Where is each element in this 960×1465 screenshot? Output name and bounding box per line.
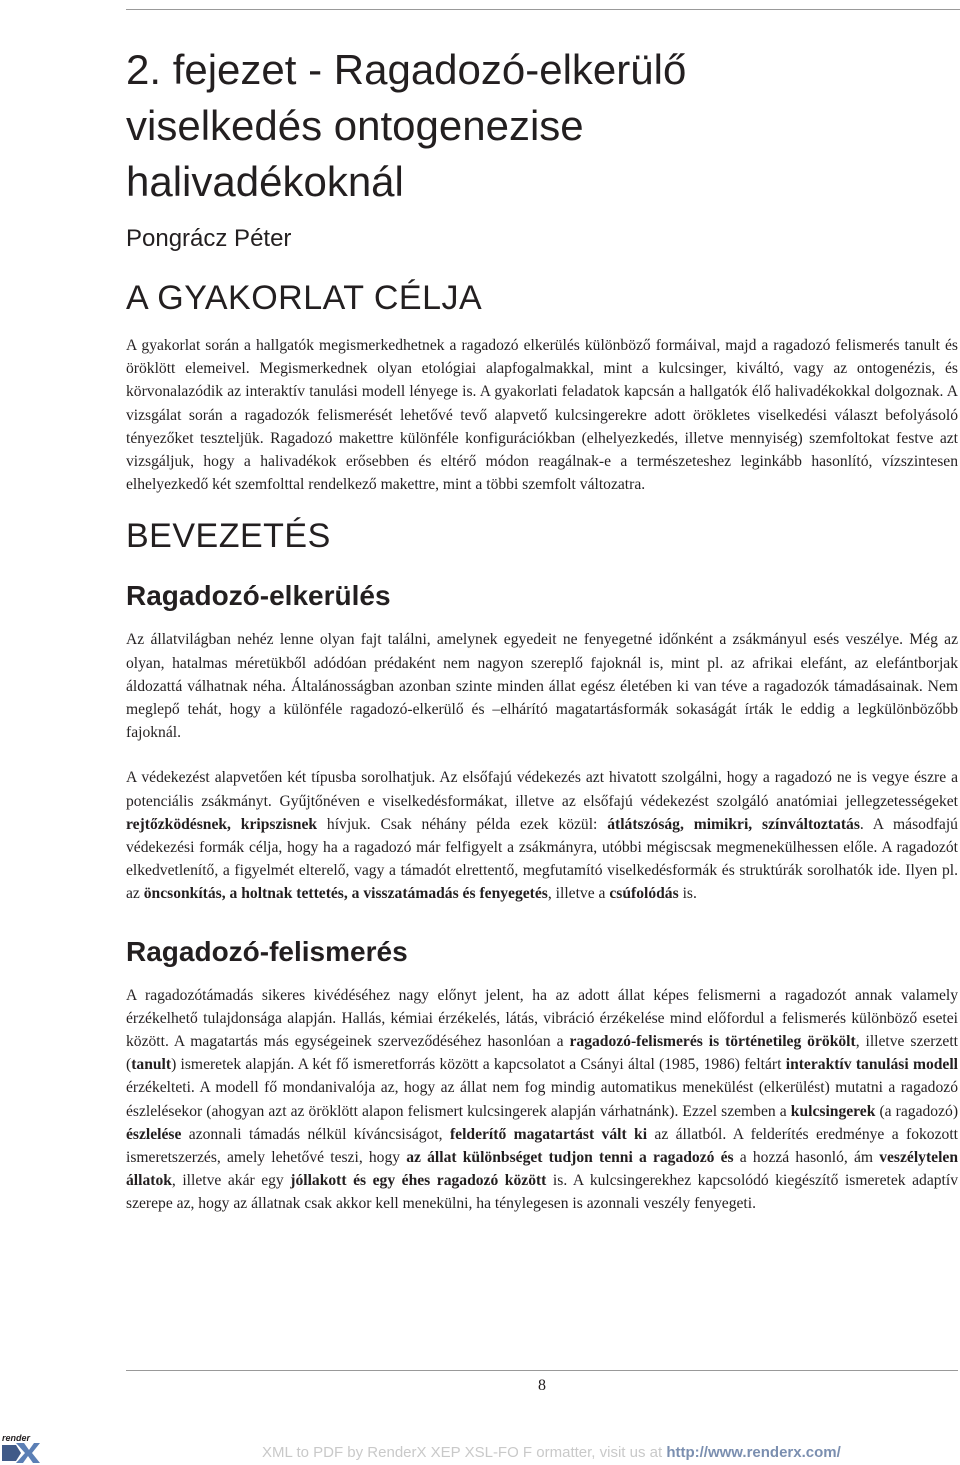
text-run: is. A kulcsingerekhez kapcsolódó kiegészítő ismeretek adaptív szerepe az, hogy az állatnak csak akkor kell menekülni, ha ténylegesen is azonnali veszély fenyegeti. (126, 1172, 959, 1213)
text-run: , illetve szerzett ( (126, 1033, 958, 1074)
chapter-title-line: viselkedés ontogenezise (126, 102, 584, 149)
text-run: az állatból. A felderítés eredménye a fokozott ismeretszerzés, amely lehetővé teszi, hogy (126, 1125, 958, 1167)
text-run: is. (678, 885, 697, 903)
bold-term: rejtőzködésnek, kripszisnek (126, 815, 318, 833)
aim-paragraph: A gyakorlat során a hallgatók megismerkedhetnek a ragadozó elkerülés különböző formáival, majd a ragadozó felismerés tanult és öröklött elemeivel. Megismerkednek olyan etológiai alapfogalmakkal, mint a kulcsinger, kiváltó, vagy az ontogenézis, és körvonalazódik az interaktív tanulási modell lényege is. A gyakorlati feladatok kapcsán a hallgatók élő halivadékokkal dolgoznak. A vizsgálat során a ragadozók felismerését lehetővé tevő alapvető kulcsingerekre adott örökletes viselkedési választ befolyásoló tényezőket teszteljük. Ragadozó makettre különféle konfigurációkban (elhelyezkedés, illetve mennyiség) szemfoltokat festve azt vizsgáljuk, hogy a halivadékok erősebben és eltérő módon reagálnak-e a természeteshez leginkább hasonlító, vízszintesen elhelyezkedő két szemfolttal rendelkező makettre, mint a többi szemfolt változatra. (126, 337, 958, 494)
bold-term: öncsonkítás, a holtnak tettetés, a visszatámadás és fenyegetés (143, 885, 548, 903)
bold-term: veszélytelen állatok (126, 1149, 959, 1190)
subsection-heading-recognition: Ragadozó-felismerés (126, 935, 408, 967)
footer-watermark (262, 1443, 841, 1463)
text-run: , illetve a (547, 885, 610, 903)
subsection-heading-avoidance: Ragadozó-elkerülés (126, 580, 391, 612)
chapter-title-line: 2. fejezet - Ragadozó-elkerülő (126, 46, 687, 93)
bold-term: az állat különbséget tudjon tenni a ragadozó és (406, 1149, 734, 1167)
bold-term: felderítő magatartást vált ki (449, 1125, 648, 1143)
text-run: . A másodfajú védekezési formák célja, hogy ha a ragadozó már felfigyelt a zsákmányra, utóbbi mégiscsak megmenekülhessen előle. A ragadozót elkedvetlenítő, a figyelmét elterelő, vagy a támadót elrettentő, megfutamító viselkedésformák és struktúrák sorolhatók ide. Ilyen pl. az (126, 815, 958, 903)
chapter-title-line: halivadékoknál (126, 158, 404, 205)
bold-term: tanult (131, 1056, 172, 1074)
author-name: Pongrácz Péter (126, 225, 292, 252)
bold-term: kulcsingerek (790, 1102, 876, 1120)
footer-link[interactable]: http://www.renderx.com/ (666, 1444, 841, 1461)
section-heading-aim: A GYAKORLAT CÉLJA (126, 279, 483, 317)
text-run: A ragadozótámadás sikeres kivédéséhez nagy előnyt jelent, ha az adott állat képes felismerni a ragadozót annak valamely érzékelhető tulajdonsága alapján. Hallás, kémiai érzékelés, látás, vibráció érzékelése mind előfordul a felismerés különböző esetei között. A magatartás más egységeinek szerveződéséhez hasonlóan a (126, 986, 958, 1051)
text-run: , illetve akár egy (171, 1172, 291, 1190)
bold-term: ragadozó-felismerés is történetileg örökölt (569, 1033, 856, 1051)
text-run: A védekezést alapvetően két típusba sorolhatjuk. Az elsőfajú védekezés azt hivatott szolgálni, hogy a ragadozó ne is vegye észre a potenciális zsákmányt. Gyűjtőnéven e viselkedésformákat, illetve az elsőfajú védekezést szolgáló anatómiai jellegzetességeket (126, 769, 958, 810)
page-number: 8 (538, 1377, 546, 1394)
section-heading-intro: BEVEZETÉS (126, 517, 331, 556)
logo-x-icon (2, 1433, 42, 1463)
text-run: (a ragadozó) (875, 1102, 959, 1120)
page-content (126, 42, 958, 1216)
text-run: azonnali támadás nélkül kíváncsiságot, (181, 1125, 450, 1143)
bold-term: csúfolódás (609, 885, 679, 903)
text-run: érzékelteti. A modell fő mondanivalója az, hogy az állat nem fog mindig automatikus menekülést (elkerülést) mutatni a ragadozó észlelésekor (ahogyan azt az öröklött alapon felismert kulcsingerek alapján várhatnánk). Ezzel szemben a (126, 1079, 958, 1120)
text-run: a hozzá hasonló, ám (733, 1149, 880, 1167)
renderx-logo (2, 1433, 42, 1463)
bold-term: interaktív tanulási modell (785, 1056, 959, 1074)
chapter-title (126, 42, 958, 210)
bold-term: észlelése (126, 1125, 182, 1143)
footer-rule (126, 1370, 958, 1371)
text-run: hívjuk. Csak néhány példa ezek közül: (317, 815, 608, 833)
header-rule (126, 9, 960, 10)
logo-text: render (2, 1433, 31, 1443)
footer-text: XML to PDF by RenderX XEP XSL-FO F ormatter, visit us at (262, 1444, 667, 1461)
avoidance-paragraph-1: Az állatvilágban nehéz lenne olyan fajt találni, amelynek egyedeit ne fenyegetné időnként a zsákmányul esés veszélye. Még az olyan, hatalmas méretükből adódóan prédaként nem nagyon szereplő fajoknál is, mint pl. az afrikai elefánt, az elefántborjak áldozattá válhatnak néha. Általánosságban azonban szinte minden állat egész életében ki van téve a ragadozók támadásainak. Nem meglepő tehát, hogy a különféle ragadozó-elkerülő és –elhárító magatartásformák sokaságát írták le eddig a legkülönbözőbb fajoknál. (126, 631, 958, 742)
bold-term: átlátszóság, mimikri, színváltoztatás (607, 815, 860, 833)
text-run: ) ismeretek alapján. A két fő ismeretforrás között a kapcsolatot a Csányi által (1985, 1986) feltárt (171, 1056, 786, 1074)
avoidance-paragraph-2 (126, 766, 958, 905)
bold-term: jóllakott és egy éhes ragadozó között (290, 1172, 547, 1190)
recognition-paragraph (126, 984, 958, 1216)
